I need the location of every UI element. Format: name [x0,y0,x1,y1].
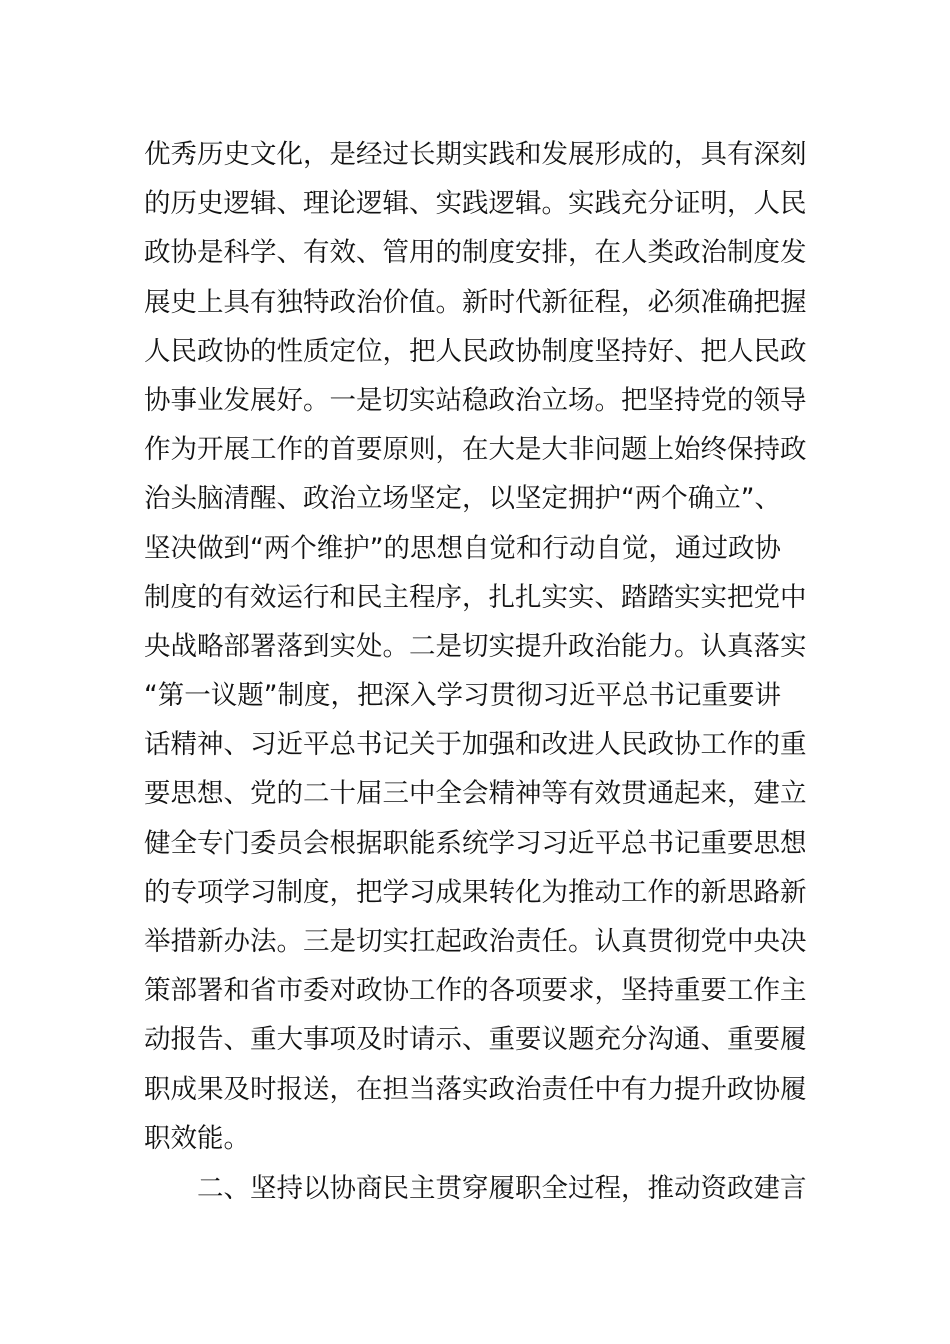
section-heading-line: 二、坚持以协商民主贯穿履职全过程，推动资政建言 [197,1172,807,1204]
text-line: 健全专门委员会根据职能系统学习习近平总书记重要思想 [144,827,807,859]
text-line: 展史上具有独特政治价值。新时代新征程，必须准确把握 [144,286,807,318]
text-line: 话精神、习近平总书记关于加强和改进人民政协工作的重 [144,729,807,761]
text-line: 坚决做到“两个维护”的思想自觉和行动自觉，通过政协 [144,532,781,564]
text-line: “第一议题”制度，把深入学习贯彻习近平总书记重要讲 [144,680,781,712]
text-line: 策部署和省市委对政协工作的各项要求，坚持重要工作主 [144,975,807,1007]
text-line: 职效能。 [144,1122,250,1154]
text-line: 动报告、重大事项及时请示、重要议题充分沟通、重要履 [144,1024,807,1056]
text-line: 举措新办法。三是切实扛起政治责任。认真贯彻党中央决 [144,926,807,957]
text-line: 职成果及时报送，在担当落实政治责任中有力提升政协履 [144,1073,807,1105]
text-line: 作为开展工作的首要原则，在大是大非问题上始终保持政 [144,434,807,466]
text-line: 人民政协的性质定位，把人民政协制度坚持好、把人民政 [144,335,807,367]
text-line: 制度的有效运行和民主程序，扎扎实实、踏踏实实把党中 [144,581,807,613]
text-line: 优秀历史文化，是经过长期实践和发展形成的，具有深刻 [144,139,807,170]
text-line: 要思想、党的二十届三中全会精神等有效贯通起来，建立 [144,778,807,810]
text-line: 治头脑清醒、政治立场坚定，以坚定拥护“两个确立”、 [144,483,781,515]
text-line: 政协是科学、有效、管用的制度安排，在人类政治制度发 [144,237,807,269]
body-text [144,130,824,1213]
text-line: 央战略部署落到实处。二是切实提升政治能力。认真落实 [144,630,807,662]
text-line: 的专项学习制度，把学习成果转化为推动工作的新思路新 [144,876,807,908]
text-line: 的历史逻辑、理论逻辑、实践逻辑。实践充分证明，人民 [144,188,807,220]
text-line: 协事业发展好。一是切实站稳政治立场。把坚持党的领导 [144,384,807,416]
